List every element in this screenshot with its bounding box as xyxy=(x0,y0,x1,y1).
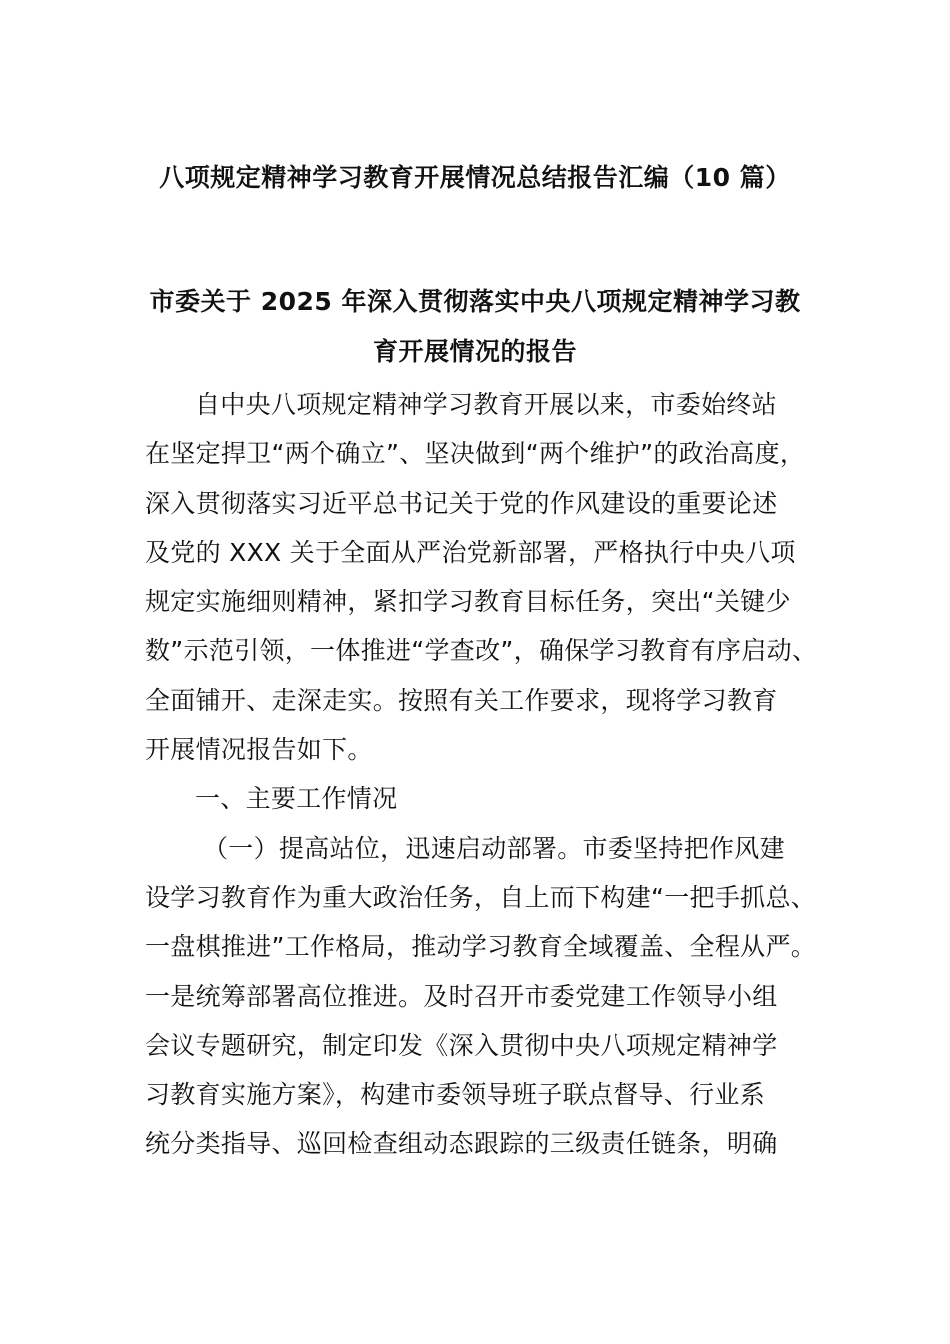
section-heading: 一、主要工作情况 xyxy=(195,784,398,814)
body-line: 习教育实施方案》，构建市委领导班子联点督导、行业系 xyxy=(145,1080,766,1110)
body-line: 规定实施细则精神，紧扣学习教育目标任务，突出“关键少 xyxy=(145,587,791,617)
body-line: 深入贯彻落实习近平总书记关于党的作风建设的重要论述 xyxy=(145,488,778,518)
body-line: 全面铺开、走深走实。按照有关工作要求，现将学习教育 xyxy=(145,685,778,715)
compilation-title: 八项规定精神学习教育开展情况总结报告汇编（10 篇） xyxy=(159,163,791,192)
report-title-line-2: 育开展情况的报告 xyxy=(372,337,577,366)
body-line: 统分类指导、巡回检查组动态跟踪的三级责任链条，明确 xyxy=(145,1129,778,1159)
body-line: 设学习教育作为重大政治任务，自上而下构建“一把手抓总、 xyxy=(145,882,817,912)
body-line: 开展情况报告如下。 xyxy=(145,735,373,765)
body-line: 及党的 XXX 关于全面从严治党新部署，严格执行中央八项 xyxy=(145,537,796,567)
subsection-heading-line: （一）提高站位，迅速启动部署。市委坚持把作风建 xyxy=(203,833,785,863)
body-line: 一是统筹部署高位推进。及时召开市委党建工作领导小组 xyxy=(145,981,778,1011)
report-body xyxy=(145,380,825,1169)
body-line: 自中央八项规定精神学习教育开展以来，市委始终站 xyxy=(195,390,777,419)
body-line: 会议专题研究，制定印发《深入贯彻中央八项规定精神学 xyxy=(145,1030,778,1060)
body-line: 在坚定捍卫“两个确立”、坚决做到“两个维护”的政治高度， xyxy=(145,439,806,469)
body-line: 一盘棋推进”工作格局，推动学习教育全域覆盖、全程从严。 xyxy=(145,932,817,962)
body-line: 数”示范引领，一体推进“学查改”，确保学习教育有序启动、 xyxy=(145,636,818,666)
report-title-line-1: 市委关于 2025 年深入贯彻落实中央八项规定精神学习教 xyxy=(149,287,801,316)
